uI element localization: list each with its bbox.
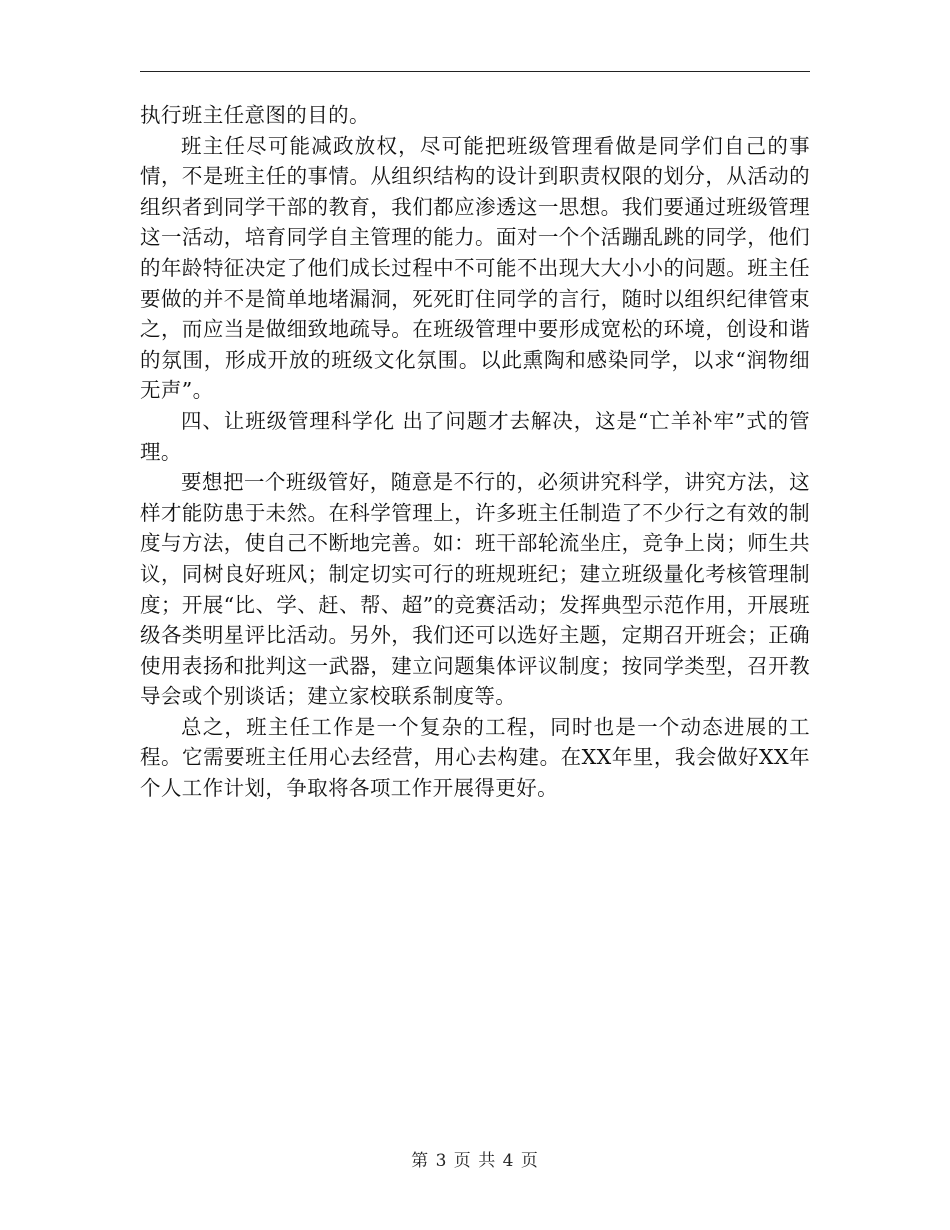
header-rule <box>140 71 810 72</box>
document-body <box>140 100 810 804</box>
paragraph-decentralization: 班主任尽可能减政放权，尽可能把班级管理看做是同学们自己的事情，不是班主任的事情。从组织结构的设计到职责权限的划分，从活动的组织者到同学干部的教育，我们都应渗透这一思想。我们要通过班级管理这一活动，培育同学自主管理的能力。面对一个个活蹦乱跳的同学，他们的年龄特征决定了他们成长过程中不可能不出现大大小小的问题。班主任要做的并不是简单地堵漏洞，死死盯住同学的言行，随时以组织纪律管束之，而应当是做细致地疏导。在班级管理中要形成宽松的环境，创设和谐的氛围，形成开放的班级文化氛围。以此熏陶和感染同学，以求“润物细无声”。 <box>140 133 810 403</box>
paragraph-conclusion: 总之，班主任工作是一个复杂的工程，同时也是一个动态进展的工程。它需要班主任用心去经营，用心去构建。在XX年里，我会做好XX年个人工作计划，争取将各项工作开展得更好。 <box>140 714 810 801</box>
paragraph-section-four-heading: 四、让班级管理科学化 出了问题才去解决，这是“亡羊补牢”式的管理。 <box>140 408 810 464</box>
paragraph-continuation: 执行班主任意图的目的。 <box>140 103 370 127</box>
page-number: 第 3 页 共 4 页 <box>411 1151 539 1171</box>
paragraph-scientific-management: 要想把一个班级管好，随意是不行的，必须讲究科学，讲究方法，这样才能防患于未然。在科学管理上，许多班主任制造了不少行之有效的制度与方法，使自己不断地完善。如：班干部轮流坐庄，竞争上岗；师生共议，同树良好班风；制定切实可行的班规班纪；建立班级量化考核管理制度；开展“比、学、赶、帮、超”的竞赛活动；发挥典型示范作用，开展班级各类明星评比活动。另外，我们还可以选好主题，定期召开班会；正确使用表扬和批判这一武器，建立问题集体评议制度；按同学类型，召开教导会或个别谈话；建立家校联系制度等。 <box>140 470 810 709</box>
